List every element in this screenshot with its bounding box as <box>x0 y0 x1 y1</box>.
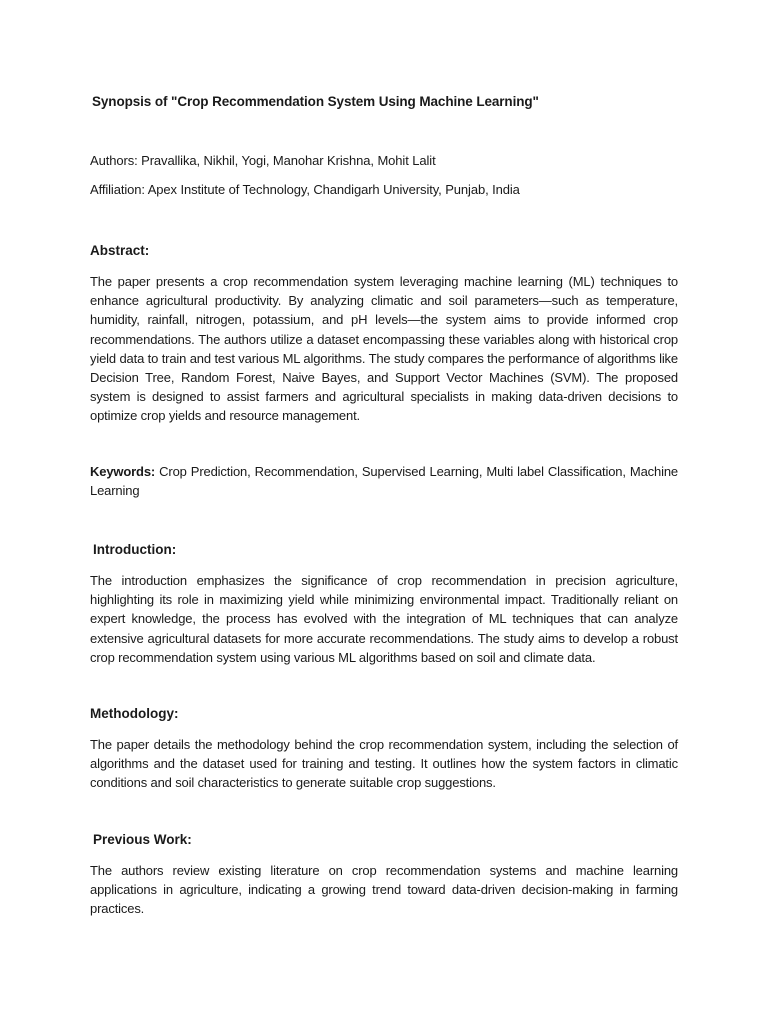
introduction-heading: Introduction: <box>93 542 177 557</box>
keywords-text: Crop Prediction, Recommendation, Supervised Learning, Multi label Classification, Machine Learning <box>90 464 678 499</box>
methodology-paragraph: The paper details the methodology behind the crop recommendation system, including the selection of algorithms and the dataset used for training and testing. It outlines how the system factors in climatic conditions and soil characteristics to generate suitable crop suggestions. <box>90 737 678 791</box>
keywords-paragraph <box>90 462 678 500</box>
methodology-heading: Methodology: <box>90 706 179 721</box>
document-title: Synopsis of "Crop Recommendation System Using Machine Learning" <box>92 94 539 109</box>
introduction-paragraph: The introduction emphasizes the significance of crop recommendation in precision agriculture, highlighting its role in maximizing yield while minimizing environmental impact. Traditionally reliant on expert knowledge, the process has evolved with the integration of ML techniques that can analyze extensive agricultural datasets for more accurate recommendations. The study aims to develop a robust crop recommendation system using various ML algorithms based on soil and climate data. <box>90 573 678 665</box>
abstract-heading: Abstract: <box>90 243 150 258</box>
previous-work-paragraph: The authors review existing literature on crop recommendation systems and machine learning applications in agriculture, indicating a growing trend toward data-driven decision-making in farming practices. <box>90 863 678 917</box>
affiliation-line: Affiliation: Apex Institute of Technology, Chandigarh University, Punjab, India <box>90 182 520 197</box>
abstract-paragraph: The paper presents a crop recommendation system leveraging machine learning (ML) techniques to enhance agricultural productivity. By analyzing climatic and soil parameters—such as temperature, humidity, rainfall, nitrogen, potassium, and pH levels—the system aims to provide informed crop recommendations. The authors utilize a dataset encompassing these variables along with historical crop yield data to train and test various ML algorithms. The study compares the performance of algorithms like Decision Tree, Random Forest, Naive Bayes, and Support Vector Machines (SVM). The proposed system is designed to assist farmers and agricultural specialists in making data-driven decisions to optimize crop yields and resource management. <box>90 274 678 424</box>
authors-line: Authors: Pravallika, Nikhil, Yogi, Manohar Krishna, Mohit Lalit <box>90 153 436 168</box>
previous-work-heading: Previous Work: <box>93 832 192 847</box>
keywords-label: Keywords: <box>90 464 156 479</box>
